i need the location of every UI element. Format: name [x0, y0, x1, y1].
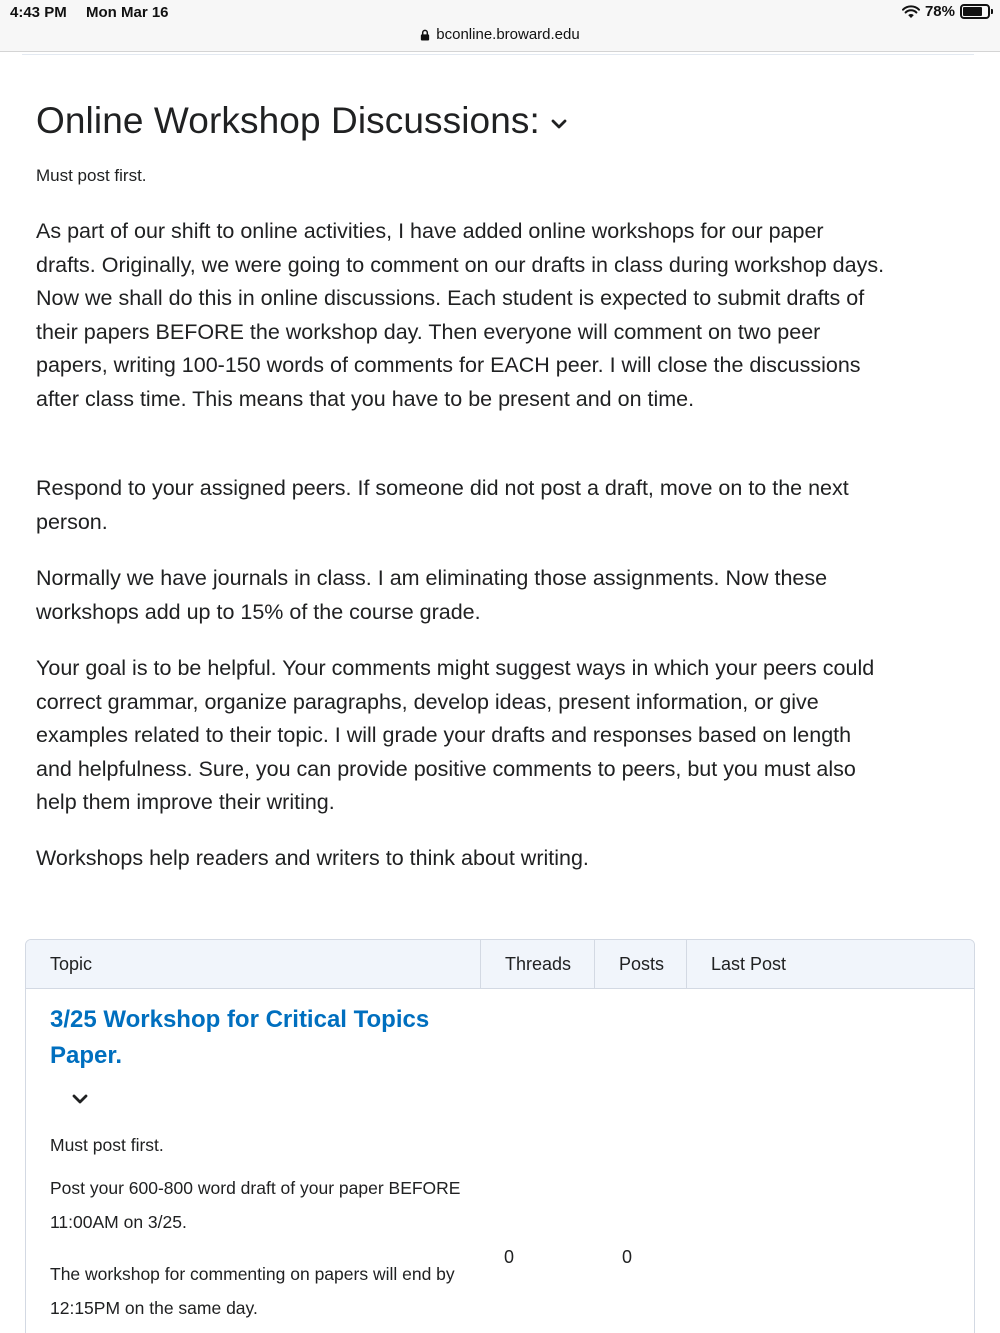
status-time: 4:43 PM	[10, 4, 67, 21]
threads-count: 0	[504, 1247, 515, 1267]
status-bar	[0, 0, 1000, 52]
description-paragraph: Normally we have journals in class. I am eliminating those assignments. Now these workshops add up to 15% of the course grade.	[36, 566, 828, 624]
wifi-icon	[902, 5, 920, 19]
url-text[interactable]: bconline.broward.edu	[436, 26, 580, 43]
page-title: Online Workshop Discussions:	[36, 100, 540, 141]
content-divider	[22, 54, 974, 55]
column-header-posts: Posts	[594, 940, 686, 989]
topic-note: Must post first.	[50, 1135, 164, 1155]
description-paragraph: As part of our shift to online activities, I have added online workshops for our paper drafts. Originally, we were going to comment on our drafts in class during workshop days. Now we shall do this in online discussions. Each student is expected to submit drafts of their papers BEFORE the workshop day. Then everyone will comment on two peer papers, writing 100-150 words of comments for EACH peer. I will close the discussions after class time. This means that you have to be present and on time.	[36, 219, 885, 411]
chevron-down-icon[interactable]	[548, 116, 570, 132]
topic-description: Post your 600-800 word draft of your paper BEFORE 11:00AM on 3/25.	[50, 1178, 461, 1232]
battery-fill	[963, 7, 982, 16]
description-paragraph: Respond to your assigned peers. If someone did not post a draft, move on to the next person.	[36, 476, 849, 534]
status-date: Mon Mar 16	[86, 4, 169, 21]
topic-description: The workshop for commenting on papers will end by 12:15PM on the same day.	[50, 1264, 455, 1318]
column-header-threads: Threads	[480, 940, 594, 989]
address-bar[interactable]	[0, 26, 1000, 43]
table-header	[26, 940, 974, 989]
chevron-down-icon[interactable]	[70, 1092, 90, 1106]
page-note: Must post first.	[36, 166, 147, 185]
battery-percent: 78%	[924, 3, 955, 20]
topic-link[interactable]: 3/25 Workshop for Critical Topics Paper.	[50, 1006, 430, 1069]
description-paragraph: Workshops help readers and writers to think about writing.	[36, 846, 589, 870]
column-header-topic: Topic	[50, 954, 93, 974]
topics-table	[25, 939, 975, 1333]
battery-icon	[960, 4, 990, 19]
description-paragraph: Your goal is to be helpful. Your comments might suggest ways in which your peers could correct grammar, organize paragraphs, develop ideas, present information, or give examples related to their topic. I will grade your drafts and responses based on length and helpfulness. Sure, you can provide positive comments to peers, but you must also help them improve their writing.	[36, 656, 875, 815]
lock-icon	[420, 29, 430, 41]
status-indicators	[902, 3, 990, 20]
posts-count: 0	[622, 1247, 633, 1267]
column-header-last-post: Last Post	[686, 940, 974, 989]
